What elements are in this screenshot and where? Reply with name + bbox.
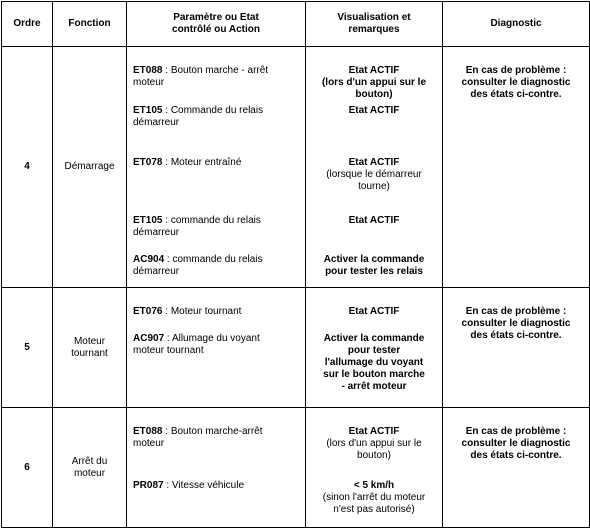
visu-item: Etat ACTIF — [348, 105, 400, 116]
table-row — [2, 288, 590, 408]
table-row — [2, 408, 590, 528]
visu-item: Etat ACTIF (lorsque le démarreur tourne) — [326, 157, 422, 192]
row-diagnostic: En cas de problème : consulter le diagnostic des états ci-contre. — [443, 408, 590, 528]
row-diagnostic: En cas de problème : consulter le diagnostic des états ci-contre. — [443, 288, 590, 408]
header-parametre — [127, 2, 306, 47]
row-fonction: Arrêt du moteur — [53, 408, 127, 528]
row-fonction: Démarrage — [53, 47, 127, 288]
row-ordre: 5 — [2, 288, 53, 408]
param-item: AC907 : Allumage du voyant moteur tournant — [133, 333, 260, 356]
row-visualisation — [306, 288, 443, 408]
diagnostic-table — [1, 1, 590, 528]
header-visualisation — [306, 2, 443, 47]
header-parametre-line2: contrôlé ou Action — [172, 24, 260, 35]
header-row — [2, 2, 590, 47]
visu-item: Activer la commande pour tester l'allumage du voyant sur le bouton marche - arrêt moteur — [323, 333, 425, 392]
param-item: ET105 : commande du relais démarreur — [133, 215, 261, 238]
row-params — [127, 47, 306, 288]
visu-item: Etat ACTIF (lors d'un appui sur le bouton) — [321, 65, 427, 100]
header-ordre: Ordre — [2, 2, 53, 47]
header-parametre-line1: Paramètre ou Etat — [173, 12, 259, 23]
param-item: ET078 : Moteur entraîné — [133, 157, 242, 168]
visu-item: < 5 km/h (sinon l'arrêt du moteur n'est pas autorisé) — [322, 480, 426, 515]
row-ordre: 4 — [2, 47, 53, 288]
row-ordre: 6 — [2, 408, 53, 528]
visu-item: Etat ACTIF — [348, 306, 400, 317]
visu-item: Etat ACTIF — [348, 215, 400, 226]
visu-item: Etat ACTIF (lors d'un appui sur le bouton) — [326, 426, 422, 461]
visu-item: Activer la commande pour tester les relais — [323, 254, 425, 277]
header-diagnostic: Diagnostic — [443, 2, 590, 47]
row-diagnostic: En cas de problème : consulter le diagnostic des états ci-contre. — [443, 47, 590, 288]
param-item: ET088 : Bouton marche-arrêt moteur — [133, 426, 263, 449]
row-params — [127, 408, 306, 528]
param-item: AC904 : commande du relais démarreur — [133, 254, 263, 277]
param-item: ET105 : Commande du relais démarreur — [133, 105, 264, 128]
header-fonction: Fonction — [53, 2, 127, 47]
param-item: ET088 : Bouton marche - arrêt moteur — [133, 65, 269, 88]
row-params — [127, 288, 306, 408]
row-fonction: Moteur tournant — [53, 288, 127, 408]
param-item: ET076 : Moteur tournant — [133, 306, 242, 317]
row-visualisation — [306, 47, 443, 288]
param-item: PR087 : Vitesse véhicule — [133, 480, 245, 491]
table-row — [2, 47, 590, 288]
header-visualisation-line1: Visualisation et — [337, 12, 411, 23]
header-visualisation-line2: remarques — [348, 24, 400, 35]
row-visualisation — [306, 408, 443, 528]
